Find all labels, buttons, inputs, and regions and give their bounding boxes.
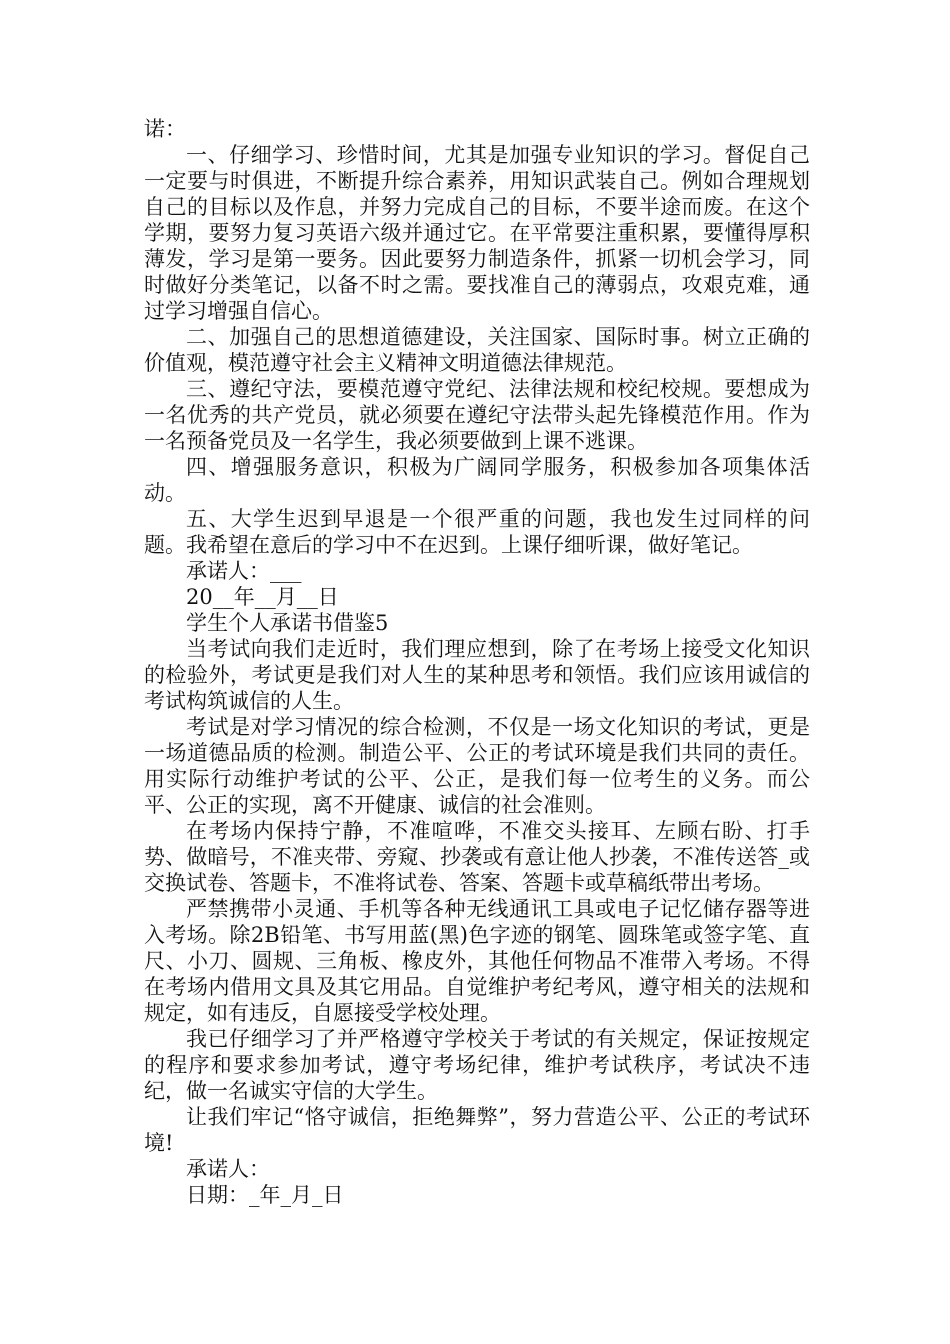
document-page [144,116,810,1208]
paragraph-item-5: 五、大学生迟到早退是一个很严重的问题，我也发生过同样的问题。我希望在意后的学习中不在迟到。上课仔细听课，做好笔记。 [144,507,810,557]
paragraph-item-3: 三、遵纪守法，要模范遵守党纪、法律法规和校纪校规。要想成为一名优秀的共产党员，就必须要在遵纪守法带头起先锋模范作用。作为一名预备党员及一名学生，我必须要做到上课不逃课。 [144,377,810,453]
paragraph-prohibited-items: 严禁携带小灵通、手机等各种无线通讯工具或电子记忆储存器等进入考场。除2B铅笔、书写用蓝(黑)色字迹的钢笔、圆珠笔或签字笔、直尺、小刀、圆规、三角板、橡皮外，其他任何物品不准带入考场。不得在考场内借用文具及其它用品。自觉维护考纪考风，遵守相关的法规和规定，如有违反，自愿接受学校处理。 [144,897,810,1025]
paragraph-continuation: 诺： [144,117,186,141]
section-heading: 学生个人承诺书借鉴5 [186,611,389,635]
signatory-line-2: 承诺人： [186,1157,270,1181]
paragraph-item-2: 二、加强自己的思想道德建设，关注国家、国际时事。树立正确的价值观，模范遵守社会主义精神文明道德法律规范。 [144,325,810,375]
paragraph-pledge: 我已仔细学习了并严格遵守学校关于考试的有关规定，保证按规定的程序和要求参加考试，遵守考场纪律，维护考试秩序，考试决不违纪，做一名诚实守信的大学生。 [144,1027,810,1103]
paragraph-exam-purpose: 考试是对学习情况的综合检测，不仅是一场文化知识的考试，更是一场道德品质的检测。制造公平、公正的考试环境是我们共同的责任。用实际行动维护考试的公平、公正，是我们每一位考生的义务。而公平、公正的实现，离不开健康、诚信的社会准则。 [144,715,810,817]
paragraph-item-4: 四、增强服务意识，积极为广阔同学服务，积极参加各项集体活动。 [144,455,810,505]
paragraph-exam-conduct: 在考场内保持宁静，不准喧哗，不准交头接耳、左顾右盼、打手势、做暗号，不准夹带、旁窥、抄袭或有意让他人抄袭，不准传送答_或交换试卷、答题卡，不准将试卷、答案、答题卡或草稿纸带出考场。 [144,819,810,895]
date-line: 20__年__月__日 [186,585,339,609]
paragraph-closing: 让我们牢记“恪守诚信，拒绝舞弊”，努力营造公平、公正的考试环境! [144,1105,810,1155]
date-line-2: 日期：_年_月_日 [186,1183,344,1207]
signatory-line: 承诺人：___ [186,559,302,583]
paragraph-item-1: 一、仔细学习、珍惜时间，尤其是加强专业知识的学习。督促自己一定要与时俱进，不断提升综合素养，用知识武装自己。例如合理规划自己的目标以及作息，并努力完成自己的目标，不要半途而废。在这个学期，要努力复习英语六级并通过它。在平常要注重积累，要懂得厚积薄发，学习是第一要务。因此要努力制造条件，抓紧一切机会学习，同时做好分类笔记，以备不时之需。要找准自己的薄弱点，攻艰克难，通过学习增强自信心。 [144,143,810,323]
paragraph-intro: 当考试向我们走近时，我们理应想到，除了在考场上接受文化知识的检验外，考试更是我们对人生的某种思考和领悟。我们应该用诚信的考试构筑诚信的人生。 [144,637,810,713]
